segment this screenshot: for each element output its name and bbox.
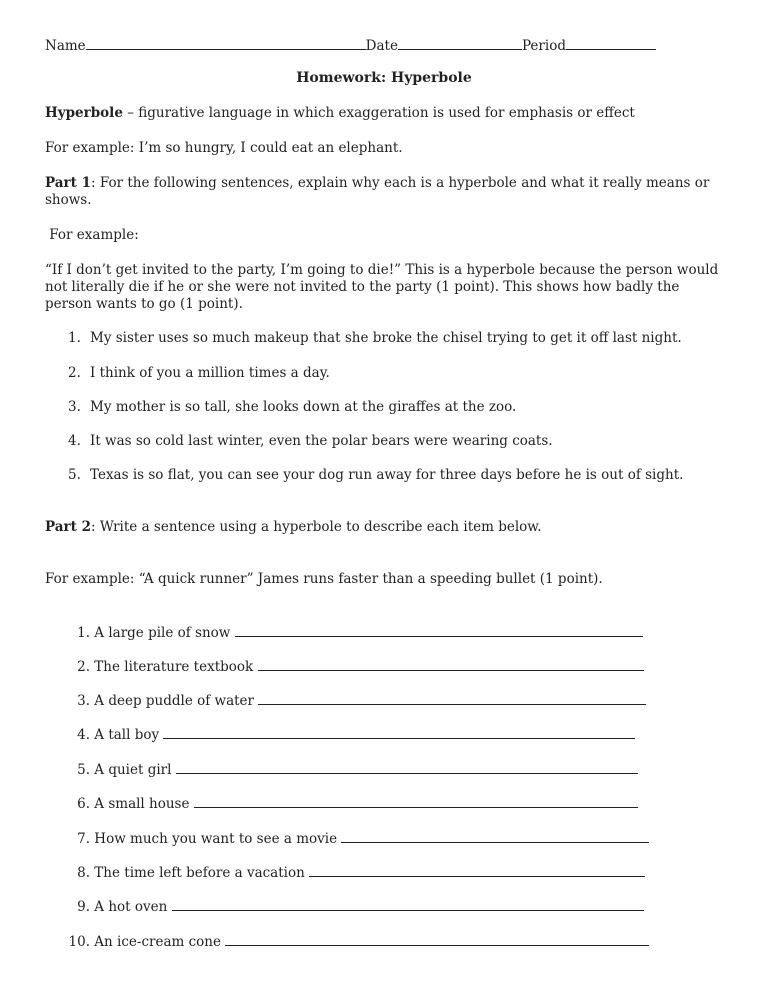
item-number: 6. bbox=[77, 796, 90, 812]
name-blank[interactable] bbox=[86, 36, 366, 50]
answer-blank[interactable] bbox=[309, 863, 645, 877]
item-text: A deep puddle of water bbox=[94, 693, 254, 709]
answer-blank[interactable] bbox=[258, 691, 646, 705]
part1-label: Part 1 bbox=[45, 175, 91, 191]
item-text: A tall boy bbox=[94, 727, 160, 743]
name-label: Name bbox=[45, 38, 86, 54]
list-item bbox=[66, 794, 666, 813]
date-blank[interactable] bbox=[398, 36, 522, 50]
item-number: 9. bbox=[77, 899, 90, 915]
item-number: 8. bbox=[77, 865, 90, 881]
item-number: 4. bbox=[77, 727, 90, 743]
item-text: A large pile of snow bbox=[94, 625, 231, 641]
answer-blank[interactable] bbox=[225, 932, 649, 946]
item-text: A small house bbox=[94, 796, 190, 812]
list-item bbox=[66, 725, 666, 744]
part1-instructions bbox=[45, 175, 725, 209]
answer-blank[interactable] bbox=[258, 657, 644, 671]
item-number: 5. bbox=[77, 762, 90, 778]
item-number: 1. bbox=[68, 330, 81, 346]
answer-blank[interactable] bbox=[176, 760, 638, 774]
part1-example-text: “If I don’t get invited to the party, I’m going to die!” This is a hyperbole because the person would not literally die if he or she were not invited to the party (1 point). This shows how badly the person wants to go (1 point). bbox=[45, 262, 719, 312]
answer-blank[interactable] bbox=[341, 829, 649, 843]
item-number: 4. bbox=[68, 433, 81, 449]
item-text: How much you want to see a movie bbox=[94, 831, 338, 847]
part1-instructions-text: : For the following sentences, explain why each is a hyperbole and what it really means or shows. bbox=[45, 175, 710, 208]
item-number: 10. bbox=[68, 934, 90, 950]
item-number: 1. bbox=[77, 625, 90, 641]
answer-blank[interactable] bbox=[194, 794, 638, 808]
period-blank[interactable] bbox=[566, 36, 656, 50]
item-text: The time left before a vacation bbox=[94, 865, 305, 881]
item-text: Texas is so flat, you can see your dog run away for three days before he is out of sight. bbox=[90, 467, 684, 483]
item-number: 3. bbox=[68, 399, 81, 415]
page-title: Homework: Hyperbole bbox=[296, 70, 472, 86]
list-item bbox=[66, 760, 666, 779]
item-number: 7. bbox=[77, 831, 90, 847]
list-item bbox=[66, 691, 666, 710]
part2-instructions bbox=[45, 519, 725, 536]
item-text: An ice-cream cone bbox=[94, 934, 221, 950]
item-number: 5. bbox=[68, 467, 81, 483]
definition-text: – figurative language in which exaggeration is used for emphasis or effect bbox=[122, 105, 635, 121]
item-text: My mother is so tall, she looks down at the giraffes at the zoo. bbox=[90, 399, 517, 415]
list-item bbox=[68, 467, 708, 484]
list-item bbox=[68, 365, 708, 382]
item-text: A hot oven bbox=[94, 899, 168, 915]
answer-blank[interactable] bbox=[163, 725, 635, 739]
item-text: I think of you a million times a day. bbox=[90, 365, 330, 381]
part2-label: Part 2 bbox=[45, 519, 91, 535]
item-text: A quiet girl bbox=[94, 762, 172, 778]
list-item bbox=[66, 897, 666, 916]
item-text: My sister uses so much makeup that she broke the chisel trying to get it off last night. bbox=[90, 330, 682, 346]
period-label: Period bbox=[521, 38, 566, 54]
item-number: 2. bbox=[77, 659, 90, 675]
item-text: It was so cold last winter, even the polar bears were wearing coats. bbox=[90, 433, 553, 449]
list-item bbox=[66, 829, 666, 848]
list-item bbox=[66, 623, 666, 642]
list-item bbox=[68, 330, 708, 347]
list-item bbox=[66, 932, 666, 951]
answer-blank[interactable] bbox=[172, 897, 644, 911]
list-item bbox=[66, 863, 666, 882]
part2-instructions-text: : Write a sentence using a hyperbole to describe each item below. bbox=[90, 519, 542, 535]
list-item bbox=[68, 433, 708, 450]
list-item bbox=[66, 657, 666, 676]
item-text: The literature textbook bbox=[94, 659, 254, 675]
definition-term: Hyperbole bbox=[45, 105, 123, 121]
date-label: Date bbox=[365, 38, 398, 54]
item-number: 3. bbox=[77, 693, 90, 709]
part1-example-label: For example: bbox=[45, 227, 139, 243]
example-intro: For example: I’m so hungry, I could eat an elephant. bbox=[45, 140, 403, 156]
list-item bbox=[68, 399, 708, 416]
part2-example: For example: “A quick runner” James runs faster than a speeding bullet (1 point). bbox=[45, 571, 603, 587]
definition bbox=[45, 105, 725, 122]
answer-blank[interactable] bbox=[235, 623, 643, 637]
header-line bbox=[45, 36, 656, 55]
item-number: 2. bbox=[68, 365, 81, 381]
